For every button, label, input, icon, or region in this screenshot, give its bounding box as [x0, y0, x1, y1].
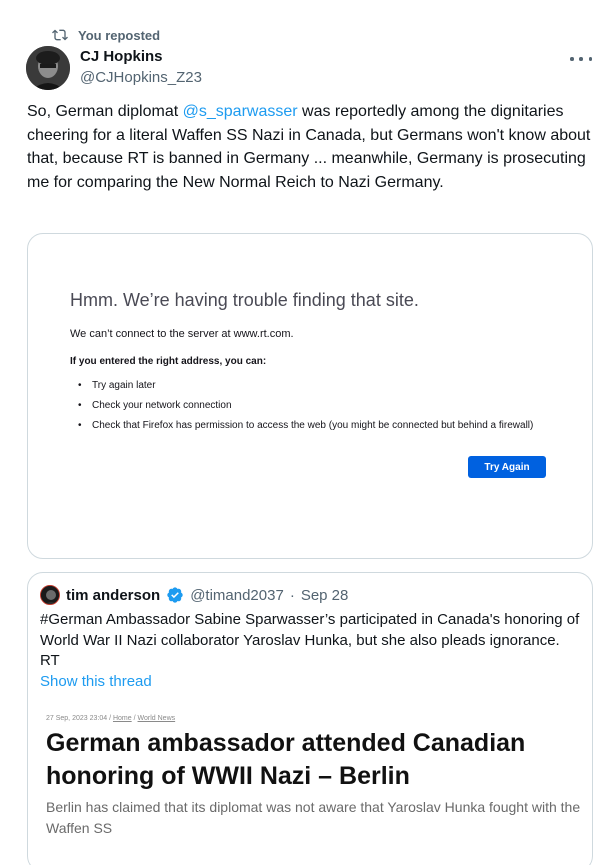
tweet-text — [27, 100, 592, 194]
quoted-author-name[interactable]: tim anderson — [66, 586, 161, 604]
quoted-tweet-text: #German Ambassador Sabine Sparwasser’s participated in Canada's honoring of World War II Nazi collaborator Yaroslav Hunka, but she also pleads ignorance. RT — [40, 611, 580, 669]
meta-separator: · — [289, 586, 295, 604]
article-date: 27 Sep, 2023 23:04 — [46, 715, 108, 722]
quoted-article-image[interactable] — [28, 705, 593, 865]
breadcrumb-separator: / — [109, 715, 112, 722]
author-info — [80, 48, 202, 88]
mention-link[interactable]: @s_sparwasser — [182, 103, 298, 120]
repost-label: You reposted — [78, 27, 161, 43]
try-again-button: Try Again — [468, 456, 546, 478]
quoted-author-handle[interactable]: @timand2037 — [190, 586, 284, 604]
more-dot-icon — [570, 57, 574, 61]
more-dot-icon — [579, 57, 583, 61]
breadcrumb-section: World News — [137, 715, 176, 722]
error-suggestion-list — [78, 376, 533, 436]
breadcrumb-home: Home — [112, 715, 132, 722]
article-meta — [46, 715, 175, 722]
error-suggestion: • Try again later — [78, 376, 533, 396]
tweet-text-part: So, German diplomat — [27, 103, 183, 120]
tweet-text-part: was reportedly among the dignitaries cheering for a literal Waffen SS Nazi in Canada, but Germans won't know about that, because RT is banned in Germany ... meanwhile, Germany is prosecuting me for comparing the New Normal Reich to Nazi Germany. — [27, 103, 591, 191]
error-instructions: If you entered the right address, you can: — [70, 356, 267, 367]
repost-icon — [52, 27, 68, 43]
repost-indicator — [52, 26, 160, 44]
quoted-tweet-header — [40, 585, 348, 605]
breadcrumb-separator: / — [133, 715, 136, 722]
quoted-tweet[interactable] — [27, 572, 593, 865]
more-dot-icon — [589, 57, 593, 61]
article-description: Berlin has claimed that its diplomat was not aware that Yaroslav Hunka fought with the Waffen SS — [46, 799, 581, 836]
error-title: Hmm. We’re having trouble finding that site. — [70, 290, 419, 310]
article-headline: German ambassador attended Canadian honoring of WWII Nazi – Berlin — [46, 729, 526, 790]
error-subtitle: We can’t connect to the server at www.rt.com. — [70, 328, 294, 340]
author-avatar[interactable] — [26, 46, 70, 90]
show-thread-link[interactable]: Show this thread — [40, 673, 152, 690]
attached-screenshot[interactable] — [27, 233, 593, 559]
verified-badge-icon — [166, 586, 184, 604]
error-suggestion: • Check your network connection — [78, 396, 533, 416]
more-options-button[interactable] — [570, 50, 592, 68]
quoted-tweet-date[interactable]: Sep 28 — [300, 586, 349, 604]
author-name[interactable]: CJ Hopkins — [80, 48, 163, 65]
error-suggestion: • Check that Firefox has permission to access the web (you might be connected but behind a firewall) — [78, 416, 533, 436]
quoted-author-avatar[interactable] — [40, 585, 60, 605]
author-handle[interactable]: @CJHopkins_Z23 — [80, 69, 202, 86]
